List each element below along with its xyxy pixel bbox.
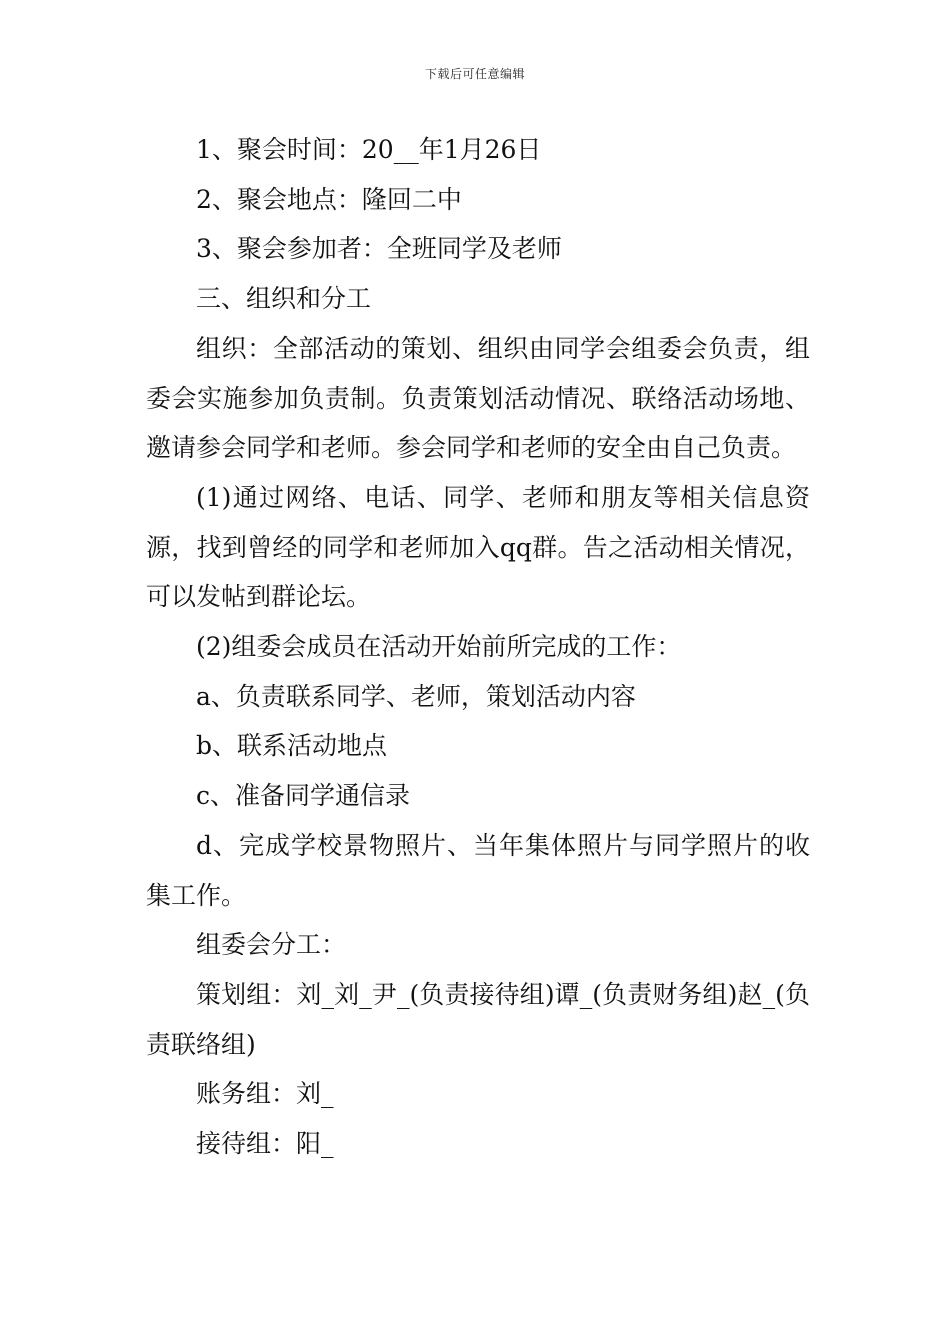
list-item-b: b、联系活动地点 xyxy=(196,731,388,761)
paragraph-gathering-time: 1、聚会时间：20__年1月26日 xyxy=(196,135,542,164)
paragraph-committee-division: 组委会分工： xyxy=(196,930,347,960)
paragraph-reception-group: 接待组：阳_ xyxy=(196,1129,334,1159)
list-item-a: a、负责联系同学、老师，策划活动内容 xyxy=(196,681,636,711)
paragraph-gathering-location: 2、聚会地点：隆回二中 xyxy=(196,184,462,214)
list-item-d: d、完成学校景物照片、当年集体照片与同学照片的收集工作。 xyxy=(146,830,810,910)
paragraph-item-2: (2)组委会成员在活动开始前所完成的工作： xyxy=(196,632,682,662)
paragraph-item-1: (1)通过网络、电话、同学、老师和朋友等相关信息资源，找到曾经的同学和老师加入qq群。告之活动相关情况，可以发帖到群论坛。 xyxy=(146,482,810,612)
page-header-note: 下载后可任意编辑 xyxy=(424,67,525,81)
paragraph-finance-group: 账务组：刘_ xyxy=(196,1079,334,1109)
document-body xyxy=(146,125,810,1169)
paragraph-participants: 3、聚会参加者：全班同学及老师 xyxy=(196,234,562,264)
list-item-c: c、准备同学通信录 xyxy=(196,781,411,811)
section-heading-organization: 三、组织和分工 xyxy=(196,284,372,314)
paragraph-planning-group: 策划组：刘_刘_尹_(负责接待组)谭_(负责财务组)赵_(负责联络组) xyxy=(146,979,810,1059)
paragraph-organization: 组织：全部活动的策划、组织由同学会组委会负责，组委会实施参加负责制。负责策划活动情况、联络活动场地、邀请参会同学和老师。参会同学和老师的安全由自己负责。 xyxy=(146,333,810,463)
